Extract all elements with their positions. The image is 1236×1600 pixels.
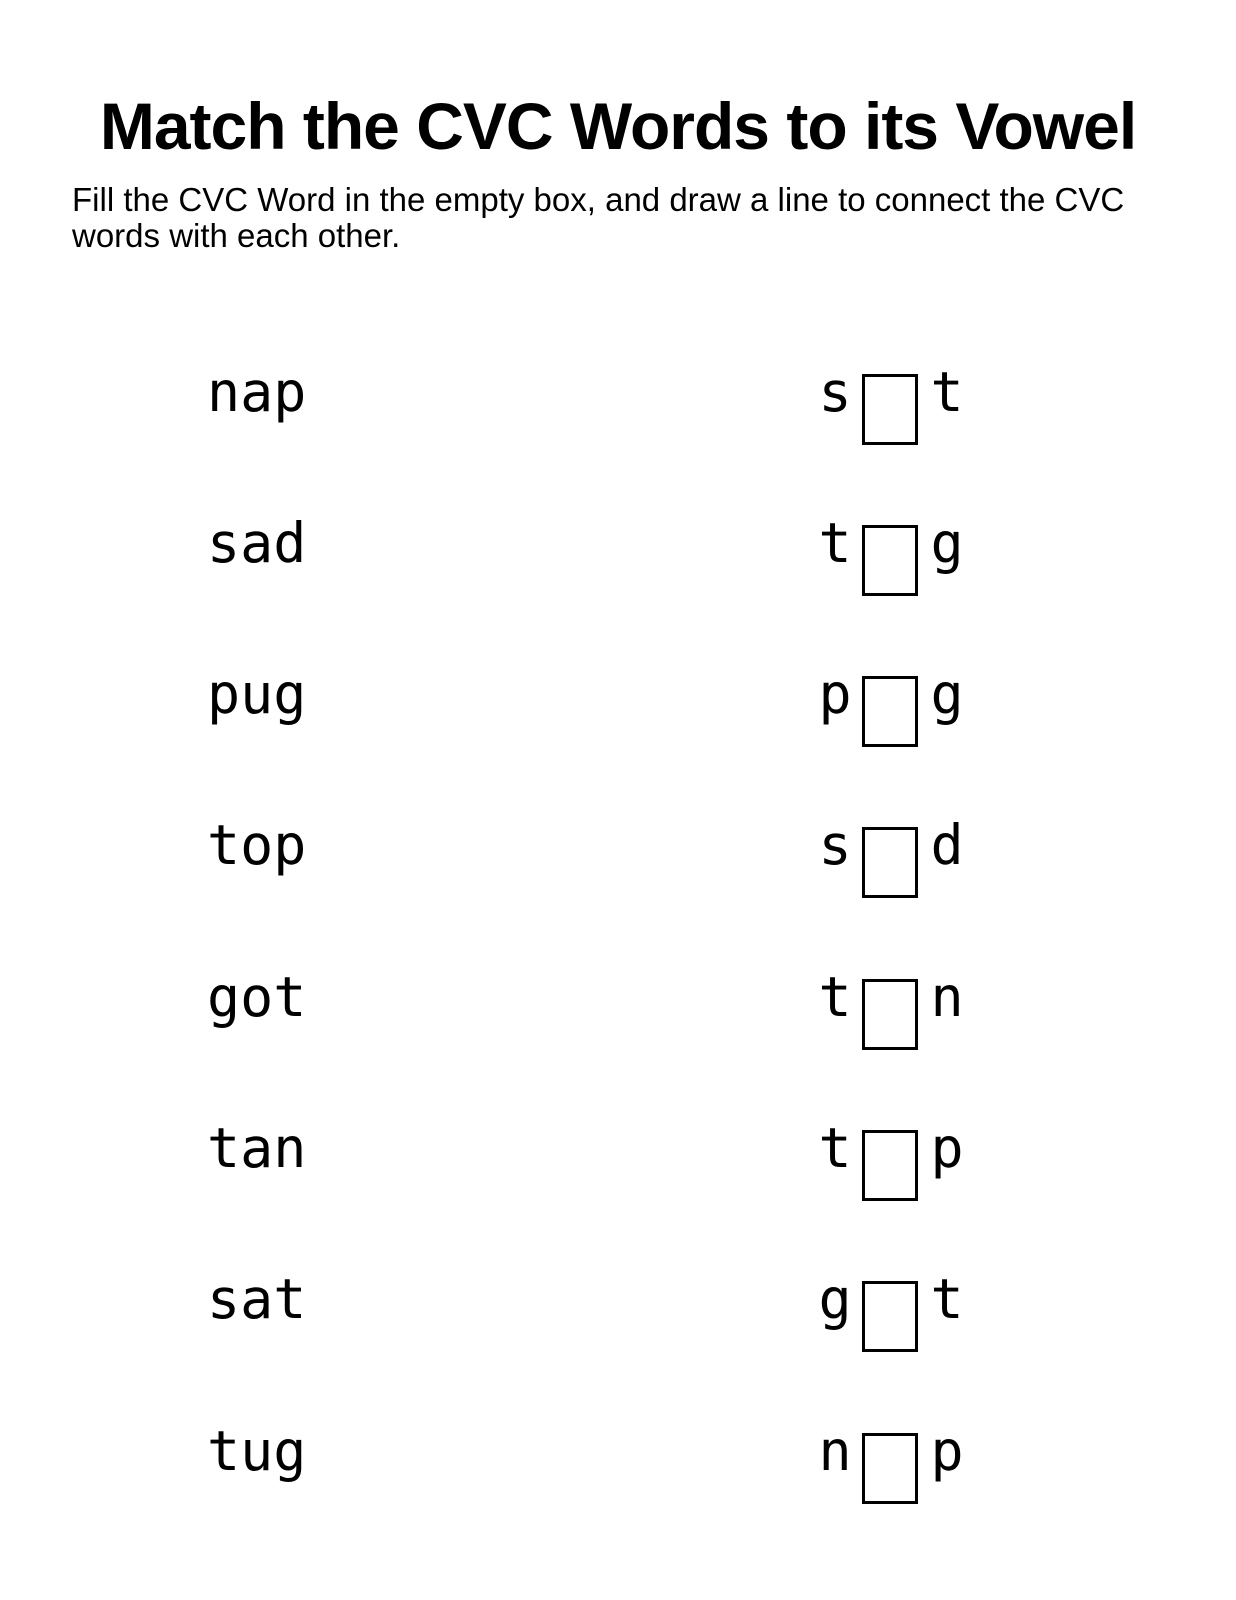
first-consonant: s: [818, 360, 852, 424]
worksheet-title: Match the CVC Words to its Vowel: [99, 89, 1137, 163]
left-word[interactable]: top: [207, 813, 307, 877]
last-consonant: t: [930, 360, 964, 424]
first-consonant: n: [818, 1419, 852, 1483]
first-consonant: t: [818, 511, 852, 575]
last-consonant: t: [930, 1267, 964, 1331]
vowel-blank-box[interactable]: [862, 827, 918, 898]
first-consonant: s: [818, 813, 852, 877]
left-word[interactable]: tan: [207, 1116, 307, 1180]
cvc-blank-word[interactable]: [815, 957, 985, 1037]
last-consonant: g: [930, 511, 964, 575]
worksheet-instructions: Fill the CVC Word in the empty box, and draw a line to connect the CVC words with each other.: [72, 181, 1125, 254]
cvc-blank-word[interactable]: [815, 805, 985, 885]
cvc-blank-word[interactable]: [815, 1108, 985, 1188]
first-consonant: t: [818, 965, 852, 1029]
first-consonant: p: [818, 662, 852, 726]
vowel-blank-box[interactable]: [862, 1281, 918, 1352]
vowel-blank-box[interactable]: [862, 1433, 918, 1504]
cvc-blank-word[interactable]: [815, 654, 985, 734]
last-consonant: d: [930, 813, 964, 877]
cvc-blank-word[interactable]: [815, 352, 985, 432]
vowel-blank-box[interactable]: [862, 374, 918, 445]
last-consonant: p: [930, 1419, 964, 1483]
vowel-blank-box[interactable]: [862, 979, 918, 1050]
cvc-blank-word[interactable]: [815, 503, 985, 583]
first-consonant: t: [818, 1116, 852, 1180]
left-word[interactable]: sat: [207, 1267, 307, 1331]
cvc-blank-word[interactable]: [815, 1259, 985, 1339]
left-word[interactable]: pug: [207, 662, 307, 726]
last-consonant: n: [930, 965, 964, 1029]
first-consonant: g: [818, 1267, 852, 1331]
left-word[interactable]: tug: [207, 1419, 307, 1483]
vowel-blank-box[interactable]: [862, 525, 918, 596]
left-word[interactable]: sad: [207, 511, 307, 575]
last-consonant: p: [930, 1116, 964, 1180]
left-word[interactable]: got: [207, 965, 307, 1029]
left-word[interactable]: nap: [207, 360, 307, 424]
last-consonant: g: [930, 662, 964, 726]
cvc-blank-word[interactable]: [815, 1411, 985, 1491]
vowel-blank-box[interactable]: [862, 1130, 918, 1201]
vowel-blank-box[interactable]: [862, 676, 918, 747]
